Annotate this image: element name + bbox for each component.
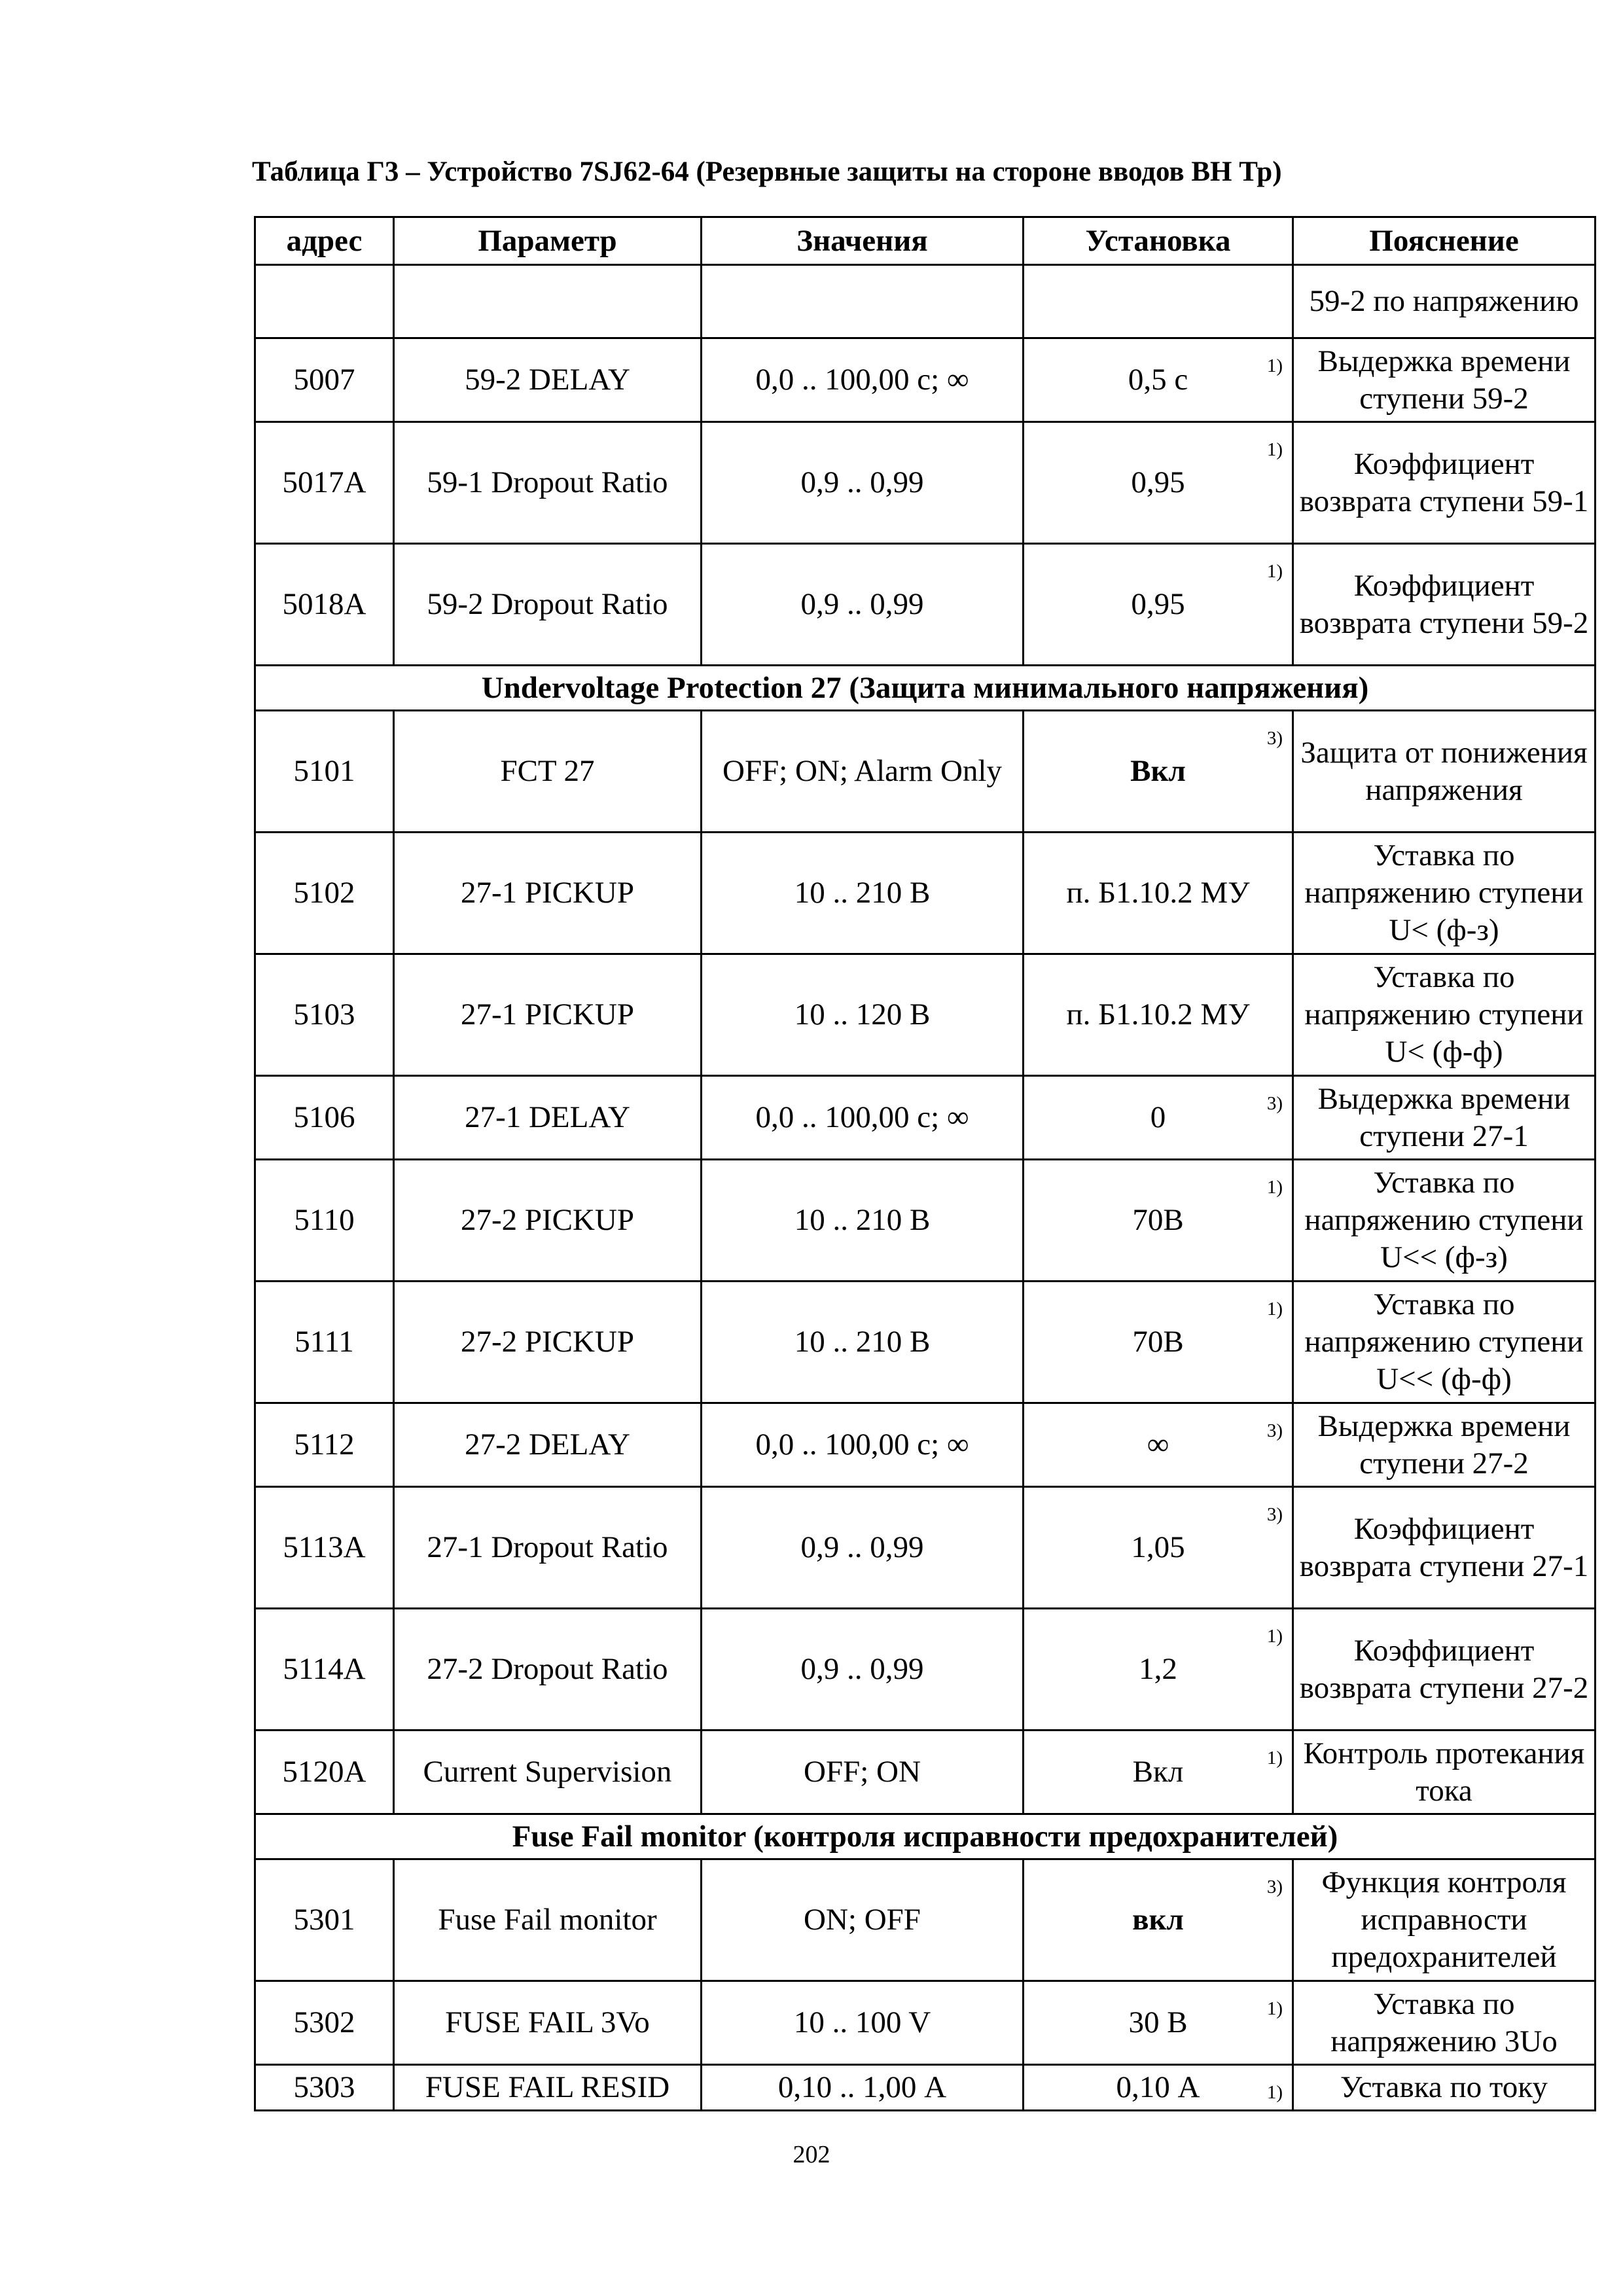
table-row	[255, 833, 1596, 954]
table-caption: Таблица Г3 – Устройство 7SJ62-64 (Резервные защиты на стороне вводов ВН Тр)	[252, 156, 1282, 187]
cell-values: ON; OFF	[702, 1859, 1024, 1981]
cell-address: 5103	[255, 954, 394, 1076]
header-address: адрес	[255, 217, 394, 265]
cell-address: 5106	[255, 1076, 394, 1160]
page-number: 202	[793, 2141, 830, 2168]
table-row	[255, 2065, 1596, 2111]
table-row	[255, 1076, 1596, 1160]
footnote-mark: 1)	[1266, 1626, 1283, 1647]
setting-value: 0	[1150, 1100, 1166, 1134]
setting-value: 0,95	[1131, 587, 1185, 621]
cell-values: 10 .. 210 В	[702, 1282, 1024, 1403]
table-row	[255, 338, 1596, 422]
table-row	[255, 1487, 1596, 1609]
cell-explanation: Уставка по напряжению ступени U< (ф-з)	[1293, 833, 1596, 954]
footnote-mark: 1)	[1266, 1177, 1283, 1198]
cell-address: 5120A	[255, 1731, 394, 1814]
cell-address: 5111	[255, 1282, 394, 1403]
cell-setting	[1024, 265, 1293, 338]
cell-explanation: Выдержка времени ступени 27-2	[1293, 1403, 1596, 1487]
setting-value: Вкл	[1130, 754, 1186, 788]
cell-parameter: 27-1 PICKUP	[394, 954, 702, 1076]
cell-address: 5303	[255, 2065, 394, 2111]
header-setting: Установка	[1024, 217, 1293, 265]
setting-value: 0,10 А	[1116, 2070, 1200, 2104]
cell-setting	[1024, 338, 1293, 422]
cell-values: 0,0 .. 100,00 с; ∞	[702, 1076, 1024, 1160]
cell-values: 10 .. 120 В	[702, 954, 1024, 1076]
cell-explanation: Выдержка времени ступени 27-1	[1293, 1076, 1596, 1160]
header-explanation: Пояснение	[1293, 217, 1596, 265]
cell-values: 0,10 .. 1,00 А	[702, 2065, 1024, 2111]
cell-values: 0,9 .. 0,99	[702, 1487, 1024, 1609]
cell-values: 0,0 .. 100,00 с; ∞	[702, 338, 1024, 422]
setting-value: п. Б1.10.2 МУ	[1066, 876, 1250, 910]
cell-setting	[1024, 1403, 1293, 1487]
cell-address: 5101	[255, 711, 394, 833]
setting-value: 1,05	[1131, 1530, 1185, 1564]
cell-parameter: 59-2 DELAY	[394, 338, 702, 422]
cell-values: 0,9 .. 0,99	[702, 422, 1024, 544]
cell-explanation: Контроль протекания тока	[1293, 1731, 1596, 1814]
cell-address: 5017A	[255, 422, 394, 544]
footnote-mark: 3)	[1266, 1504, 1283, 1525]
cell-address	[255, 265, 394, 338]
footnote-mark: 1)	[1266, 1299, 1283, 1319]
table-row	[255, 1859, 1596, 1981]
cell-setting	[1024, 422, 1293, 544]
footnote-mark: 1)	[1266, 355, 1283, 376]
cell-address: 5112	[255, 1403, 394, 1487]
cell-address: 5007	[255, 338, 394, 422]
cell-parameter: FUSE FAIL 3Vo	[394, 1981, 702, 2065]
cell-setting	[1024, 1160, 1293, 1282]
setting-value: 30 В	[1128, 2005, 1188, 2039]
cell-setting	[1024, 1076, 1293, 1160]
footnote-mark: 1)	[1266, 439, 1283, 460]
table-row	[255, 422, 1596, 544]
cell-values: OFF; ON	[702, 1731, 1024, 1814]
cell-parameter: Current Supervision	[394, 1731, 702, 1814]
cell-setting	[1024, 1609, 1293, 1731]
cell-setting	[1024, 2065, 1293, 2111]
cell-values: 10 .. 210 В	[702, 833, 1024, 954]
cell-setting	[1024, 833, 1293, 954]
header-values: Значения	[702, 217, 1024, 265]
cell-setting	[1024, 954, 1293, 1076]
cell-explanation: Уставка по напряжению 3Uo	[1293, 1981, 1596, 2065]
table-row	[255, 1981, 1596, 2065]
cell-address: 5102	[255, 833, 394, 954]
cell-parameter: 59-1 Dropout Ratio	[394, 422, 702, 544]
cell-setting	[1024, 544, 1293, 666]
footnote-mark: 1)	[1266, 1748, 1283, 1768]
cell-setting	[1024, 1487, 1293, 1609]
cell-explanation: Уставка по напряжению ступени U< (ф-ф)	[1293, 954, 1596, 1076]
footnote-mark: 1)	[1266, 561, 1283, 582]
footnote-mark: 3)	[1266, 1093, 1283, 1114]
table-row	[255, 265, 1596, 338]
section-header-fuse-fail	[255, 1814, 1596, 1859]
cell-values: 10 .. 100 V	[702, 1981, 1024, 2065]
table-row	[255, 1160, 1596, 1282]
cell-address: 5110	[255, 1160, 394, 1282]
cell-explanation: Выдержка времени ступени 59-2	[1293, 338, 1596, 422]
cell-values: 0,9 .. 0,99	[702, 1609, 1024, 1731]
cell-explanation: Уставка по напряжению ступени U<< (ф-ф)	[1293, 1282, 1596, 1403]
cell-values: 0,0 .. 100,00 с; ∞	[702, 1403, 1024, 1487]
cell-parameter: FUSE FAIL RESID	[394, 2065, 702, 2111]
setting-value: п. Б1.10.2 МУ	[1066, 997, 1250, 1031]
section-title: Fuse Fail monitor (контроля исправности предохранителей)	[255, 1814, 1596, 1859]
table-row	[255, 544, 1596, 666]
section-header-undervoltage	[255, 666, 1596, 711]
table-header-row	[255, 217, 1596, 265]
cell-parameter: 27-2 PICKUP	[394, 1160, 702, 1282]
setting-value: 0,95	[1131, 465, 1185, 499]
cell-explanation: Коэффициент возврата ступени 27-2	[1293, 1609, 1596, 1731]
cell-parameter: 27-1 DELAY	[394, 1076, 702, 1160]
cell-values	[702, 265, 1024, 338]
setting-value: ∞	[1147, 1427, 1169, 1462]
cell-setting	[1024, 711, 1293, 833]
cell-values: 0,9 .. 0,99	[702, 544, 1024, 666]
cell-setting	[1024, 1859, 1293, 1981]
cell-parameter	[394, 265, 702, 338]
setting-value: 70В	[1132, 1203, 1184, 1237]
cell-address: 5301	[255, 1859, 394, 1981]
cell-explanation: Уставка по напряжению ступени U<< (ф-з)	[1293, 1160, 1596, 1282]
cell-setting	[1024, 1981, 1293, 2065]
cell-setting	[1024, 1731, 1293, 1814]
parameters-table	[254, 216, 1596, 2111]
table-row	[255, 954, 1596, 1076]
footnote-mark: 3)	[1266, 1420, 1283, 1441]
cell-parameter: 59-2 Dropout Ratio	[394, 544, 702, 666]
cell-address: 5302	[255, 1981, 394, 2065]
section-title: Undervoltage Protection 27 (Защита минимального напряжения)	[255, 666, 1596, 711]
table-row	[255, 1403, 1596, 1487]
footnote-mark: 1)	[1266, 2082, 1283, 2103]
cell-values: OFF; ON; Alarm Only	[702, 711, 1024, 833]
setting-value: Вкл	[1132, 1755, 1184, 1789]
cell-explanation: Коэффициент возврата ступени 59-2	[1293, 544, 1596, 666]
table-row	[255, 1282, 1596, 1403]
cell-address: 5018A	[255, 544, 394, 666]
cell-parameter: 27-2 DELAY	[394, 1403, 702, 1487]
setting-value: вкл	[1132, 1903, 1184, 1937]
cell-parameter: 27-1 Dropout Ratio	[394, 1487, 702, 1609]
cell-parameter: 27-2 PICKUP	[394, 1282, 702, 1403]
footnote-mark: 1)	[1266, 1998, 1283, 2019]
setting-value: 0,5 с	[1128, 363, 1188, 397]
cell-parameter: 27-2 Dropout Ratio	[394, 1609, 702, 1731]
cell-explanation: Функция контроля исправности предохранителей	[1293, 1859, 1596, 1981]
cell-explanation: Защита от понижения напряжения	[1293, 711, 1596, 833]
cell-parameter: 27-1 PICKUP	[394, 833, 702, 954]
table-row	[255, 711, 1596, 833]
setting-value: 1,2	[1139, 1652, 1177, 1686]
table-row	[255, 1731, 1596, 1814]
footnote-mark: 3)	[1266, 1876, 1283, 1897]
cell-explanation: Коэффициент возврата ступени 27-1	[1293, 1487, 1596, 1609]
cell-explanation: 59-2 по напряжению	[1293, 265, 1596, 338]
cell-setting	[1024, 1282, 1293, 1403]
table-body	[255, 265, 1596, 2111]
cell-parameter: FCT 27	[394, 711, 702, 833]
header-parameter: Параметр	[394, 217, 702, 265]
cell-explanation: Коэффициент возврата ступени 59-1	[1293, 422, 1596, 544]
cell-address: 5113A	[255, 1487, 394, 1609]
table-row	[255, 1609, 1596, 1731]
cell-values: 10 .. 210 В	[702, 1160, 1024, 1282]
footnote-mark: 3)	[1266, 728, 1283, 749]
cell-parameter: Fuse Fail monitor	[394, 1859, 702, 1981]
setting-value: 70В	[1132, 1325, 1184, 1359]
cell-explanation: Уставка по току	[1293, 2065, 1596, 2111]
cell-address: 5114A	[255, 1609, 394, 1731]
